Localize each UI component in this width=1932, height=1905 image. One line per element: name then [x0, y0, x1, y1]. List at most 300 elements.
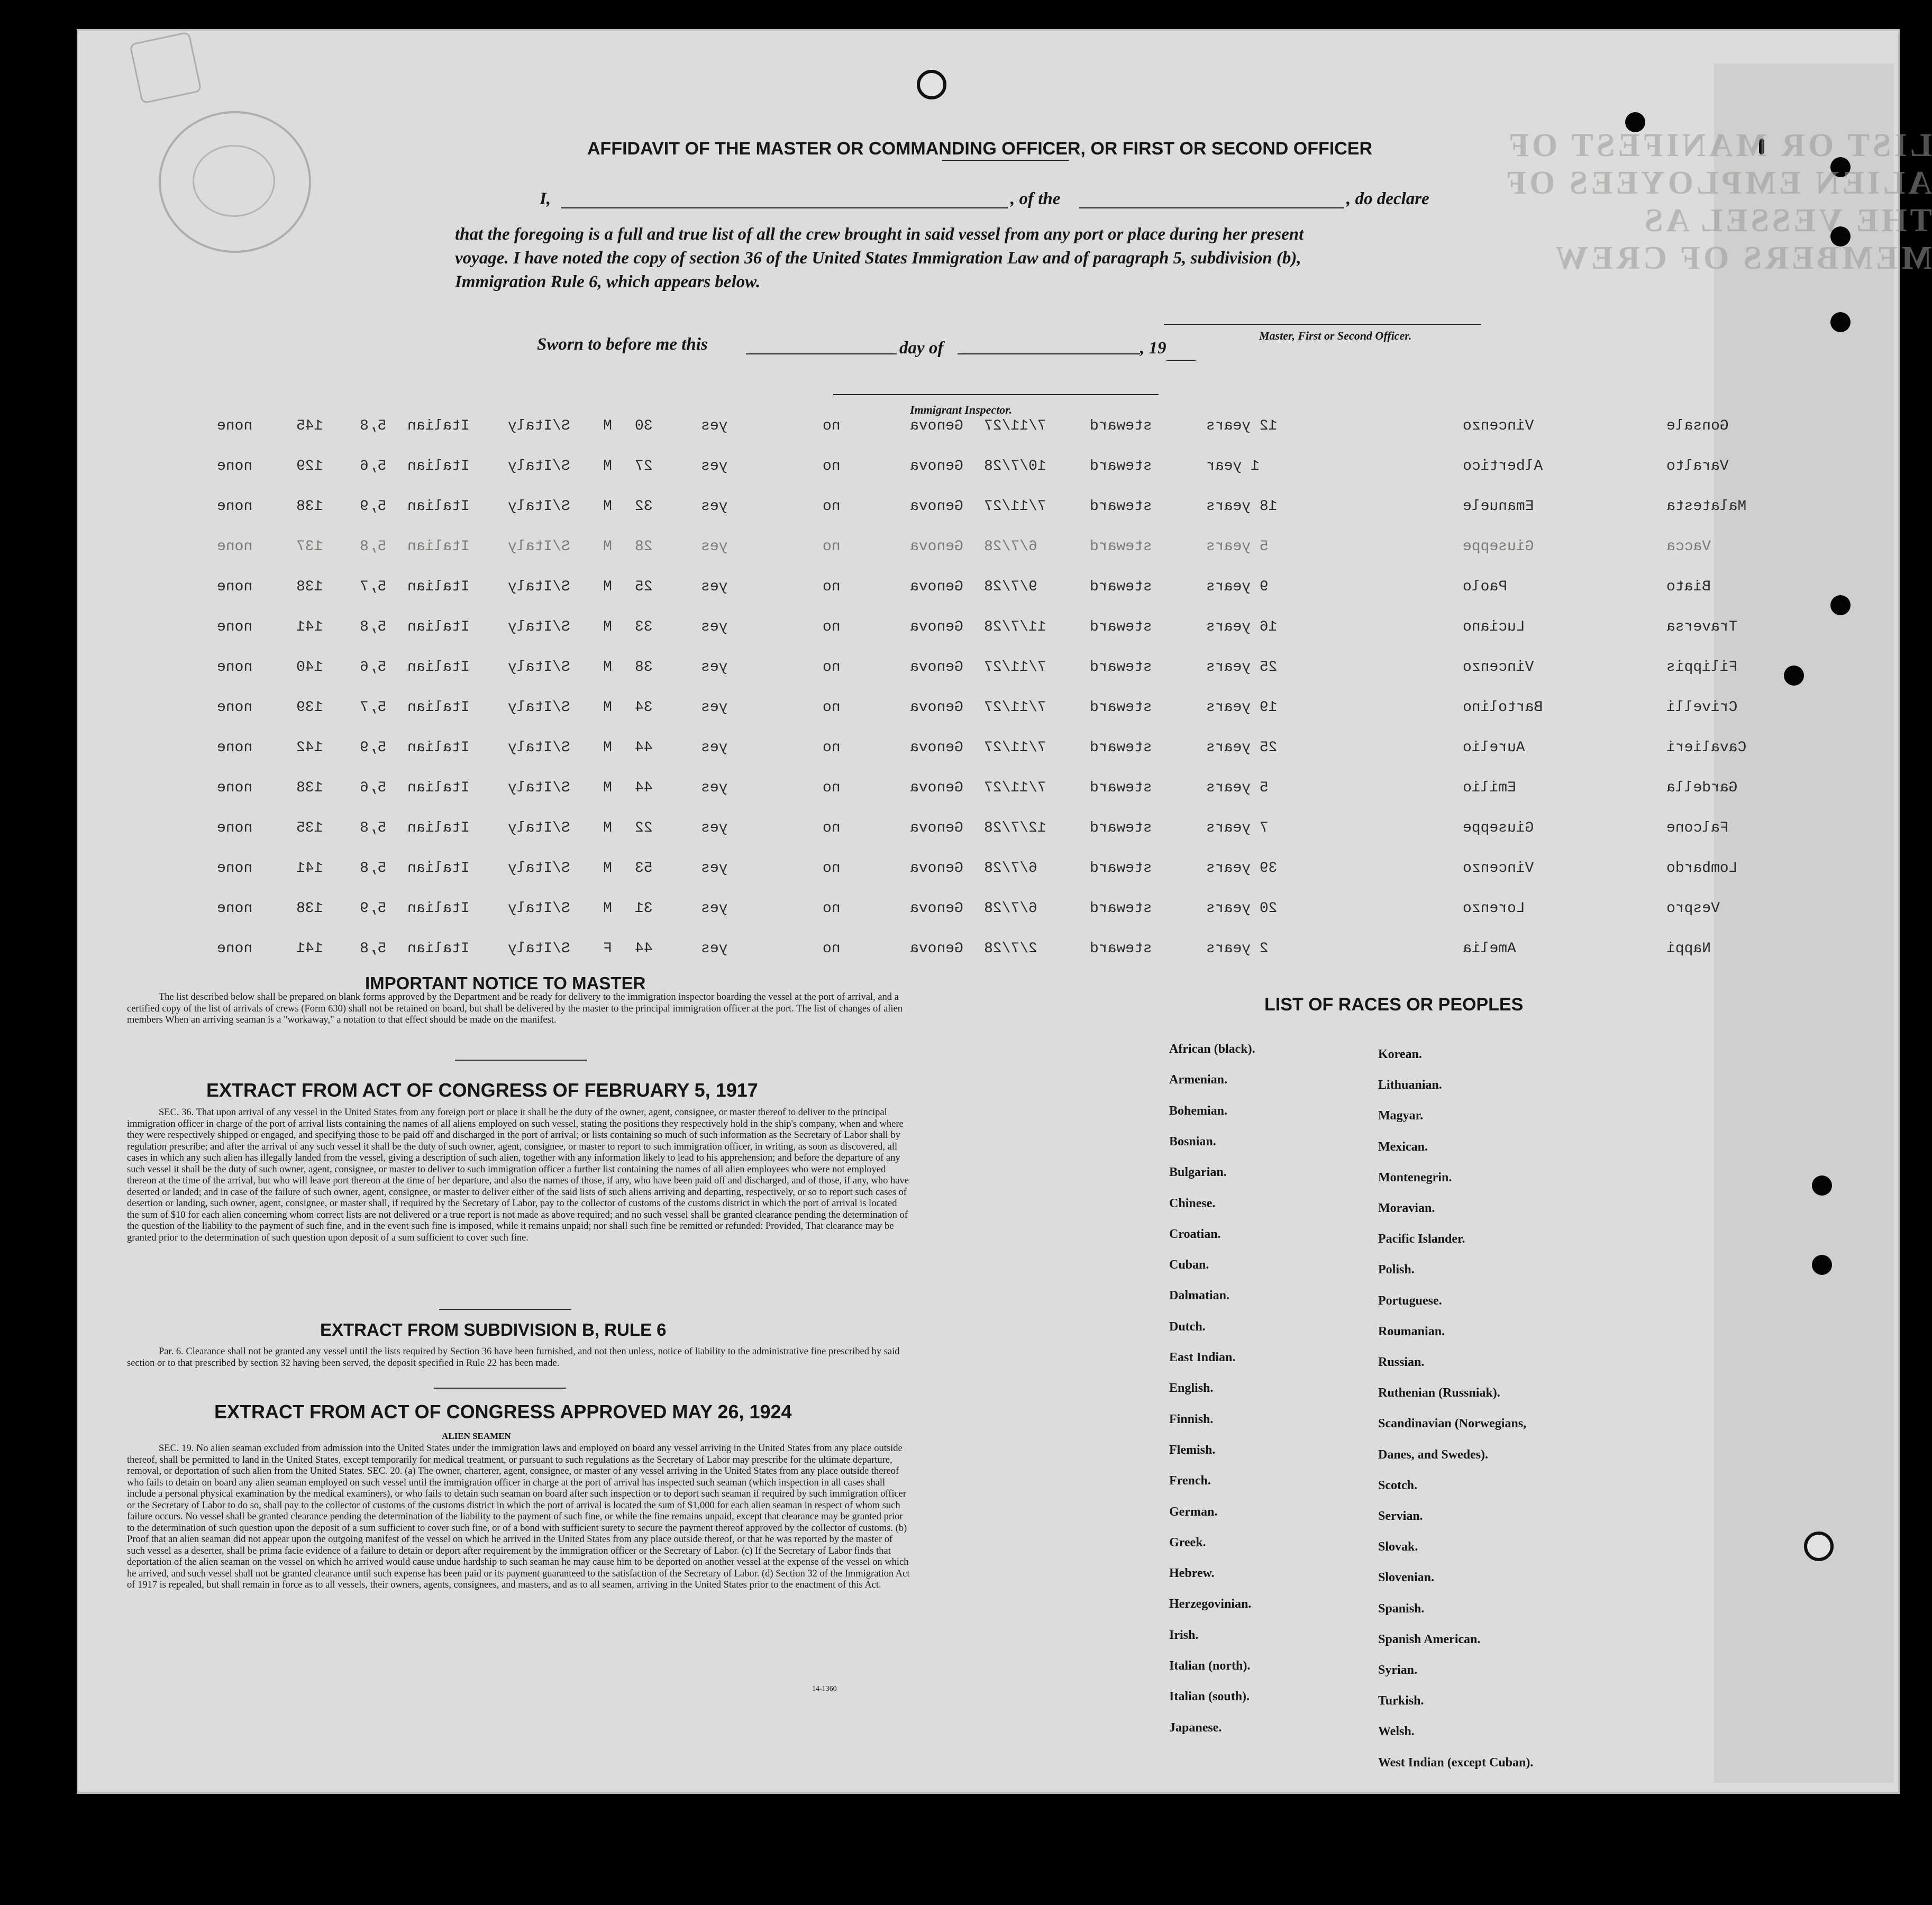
- crew-race: Italian: [407, 458, 470, 475]
- crew-race: Italian: [407, 539, 470, 555]
- month-blank: [958, 353, 1140, 354]
- race-item: Servian.: [1378, 1509, 1423, 1523]
- crew-nat: S/Italy: [508, 941, 570, 957]
- crew-age: 31: [635, 900, 653, 917]
- crew-race: Italian: [407, 659, 470, 676]
- crew-given: Albertico: [1463, 458, 1543, 475]
- crew-surname: Filippis: [1666, 659, 1738, 676]
- race-item: Turkish.: [1378, 1694, 1424, 1708]
- crew-flag: no: [823, 699, 841, 716]
- crew-height: 5,8: [360, 941, 387, 957]
- crew-service: 39 years: [1206, 860, 1278, 877]
- crew-given: Bartolino: [1463, 699, 1543, 716]
- race-item: Korean.: [1378, 1047, 1422, 1061]
- crew-sex: M: [603, 820, 612, 836]
- crew-given: Emanuele: [1463, 498, 1534, 515]
- punch-hole: [1812, 1255, 1832, 1275]
- crew-port: Genova: [910, 780, 963, 796]
- crew-flag: no: [823, 619, 841, 635]
- crew-flag: no: [823, 820, 841, 836]
- crew-sex: M: [603, 498, 612, 515]
- race-item: Japanese.: [1169, 1720, 1222, 1735]
- race-item: Polish.: [1378, 1263, 1415, 1277]
- act-1924-heading: EXTRACT FROM ACT OF CONGRESS APPROVED MAY 26, 1924: [214, 1401, 792, 1423]
- crew-flag: no: [823, 860, 841, 877]
- crew-service: 5 years: [1206, 539, 1269, 555]
- punch-hole: [1784, 666, 1804, 686]
- crew-service: 18 years: [1206, 498, 1278, 515]
- crew-position: steward: [1090, 579, 1152, 595]
- crew-literate: yes: [701, 699, 728, 716]
- crew-race: Italian: [407, 579, 470, 595]
- race-item: Welsh.: [1378, 1725, 1415, 1739]
- crew-date: 6/7/28: [984, 539, 1037, 555]
- crew-age: 44: [635, 780, 653, 796]
- crew-position: steward: [1090, 659, 1152, 676]
- crew-sex: M: [603, 900, 612, 917]
- crew-height: 5,8: [360, 418, 387, 434]
- race-item: Scandinavian (Norwegians,: [1378, 1417, 1527, 1431]
- notice-heading: IMPORTANT NOTICE TO MASTER: [365, 973, 646, 993]
- crew-height: 5,6: [360, 458, 387, 475]
- crew-position: steward: [1090, 860, 1152, 877]
- race-item: Irish.: [1169, 1628, 1199, 1642]
- crew-row: [0, 458, 1729, 490]
- crew-age: 44: [635, 941, 653, 957]
- crew-age: 38: [635, 659, 653, 676]
- form-number: 14-1360: [812, 1685, 837, 1693]
- page-stamp: [129, 31, 202, 104]
- crew-nat: S/Italy: [508, 619, 570, 635]
- crew-race: Italian: [407, 780, 470, 796]
- vessel-blank: [1079, 207, 1344, 208]
- crew-nat: S/Italy: [508, 458, 570, 475]
- crew-service: 25 years: [1206, 659, 1278, 676]
- crew-marks: none: [217, 820, 253, 836]
- year-text: , 19: [1140, 339, 1167, 358]
- crew-position: steward: [1090, 539, 1152, 555]
- race-item: Dutch.: [1169, 1319, 1206, 1334]
- crew-service: 5 years: [1206, 780, 1269, 796]
- race-item: Mexican.: [1378, 1140, 1428, 1154]
- binder-ring: [917, 70, 946, 99]
- crew-position: steward: [1090, 458, 1152, 475]
- master-label: Master, First or Second Officer.: [1259, 329, 1412, 342]
- title-rule: [942, 160, 1069, 161]
- day-blank: [746, 353, 897, 354]
- day-of-text: day of: [899, 339, 944, 358]
- crew-race: Italian: [407, 699, 470, 716]
- race-item: Roumanian.: [1378, 1324, 1445, 1338]
- race-item: Spanish American.: [1378, 1632, 1481, 1646]
- crew-flag: no: [823, 458, 841, 475]
- crew-height: 5,9: [360, 498, 387, 515]
- race-item: Moravian.: [1378, 1201, 1435, 1215]
- bleed-through-header: LIST OR MANIFEST OF ALIEN EMPLOYEES OF THE VESSEL AS MEMBERS OF CREW: [1504, 127, 1932, 276]
- crew-age: 30: [635, 418, 653, 434]
- crew-marks: none: [217, 659, 253, 676]
- crew-race: Italian: [407, 860, 470, 877]
- crew-height: 5,8: [360, 619, 387, 635]
- crew-weight: 140: [296, 659, 323, 676]
- race-item: German.: [1169, 1505, 1218, 1519]
- crew-weight: 139: [296, 699, 323, 716]
- crew-height: 5,6: [360, 659, 387, 676]
- crew-nat: S/Italy: [508, 820, 570, 836]
- crew-surname: Vacca: [1666, 539, 1711, 555]
- race-item: West Indian (except Cuban).: [1378, 1755, 1534, 1770]
- crew-literate: yes: [701, 780, 728, 796]
- crew-nat: S/Italy: [508, 579, 570, 595]
- crew-port: Genova: [910, 860, 963, 877]
- signature-blank: [1164, 324, 1481, 325]
- crew-position: steward: [1090, 820, 1152, 836]
- section-rule: [455, 1060, 587, 1061]
- crew-surname: Nappi: [1666, 941, 1711, 957]
- crew-age: 33: [635, 619, 653, 635]
- crew-port: Genova: [910, 820, 963, 836]
- race-item: French.: [1169, 1474, 1211, 1488]
- crew-sex: M: [603, 659, 612, 676]
- crew-marks: none: [217, 619, 253, 635]
- crew-sex: M: [603, 860, 612, 877]
- crew-marks: none: [217, 418, 253, 434]
- crew-given: Aurelio: [1463, 740, 1525, 756]
- crew-weight: 141: [296, 941, 323, 957]
- crew-row: [0, 941, 1711, 972]
- crew-age: 34: [635, 699, 653, 716]
- crew-date: 9/7/28: [984, 579, 1037, 595]
- page-edge: [1714, 63, 1894, 1783]
- crew-marks: none: [217, 579, 253, 595]
- crew-weight: 135: [296, 820, 323, 836]
- binder-ring: [1804, 1532, 1834, 1561]
- race-item: Slovenian.: [1378, 1571, 1435, 1585]
- act-1917-heading: EXTRACT FROM ACT OF CONGRESS OF FEBRUARY 5, 1917: [206, 1079, 758, 1101]
- crew-literate: yes: [701, 458, 728, 475]
- punch-hole: [1830, 312, 1851, 332]
- race-item: Montenegrin.: [1378, 1170, 1452, 1184]
- crew-service: 1 year: [1206, 458, 1260, 475]
- crew-flag: no: [823, 780, 841, 796]
- crew-given: Emilio: [1463, 780, 1516, 796]
- crew-position: steward: [1090, 941, 1152, 957]
- crew-race: Italian: [407, 941, 470, 957]
- race-item: Danes, and Swedes).: [1378, 1447, 1489, 1462]
- crew-weight: 141: [296, 619, 323, 635]
- crew-height: 5,7: [360, 579, 387, 595]
- crew-service: 12 years: [1206, 418, 1278, 434]
- crew-weight: 138: [296, 900, 323, 917]
- crew-flag: no: [823, 498, 841, 515]
- name-blank: [561, 207, 1008, 208]
- crew-flag: no: [823, 941, 841, 957]
- crew-port: Genova: [910, 619, 963, 635]
- crew-given: Paolo: [1463, 579, 1508, 595]
- crew-date: 7/11/27: [984, 498, 1046, 515]
- race-item: Spanish.: [1378, 1601, 1425, 1616]
- crew-marks: none: [217, 780, 253, 796]
- crew-height: 5,8: [360, 539, 387, 555]
- crew-position: steward: [1090, 740, 1152, 756]
- crew-marks: none: [217, 699, 253, 716]
- affidavit-i: I,: [540, 189, 551, 208]
- crew-row: [0, 659, 1738, 691]
- race-item: Bulgarian.: [1169, 1165, 1227, 1180]
- crew-service: 16 years: [1206, 619, 1278, 635]
- race-item: English.: [1169, 1381, 1214, 1396]
- crew-row: [0, 820, 1729, 852]
- affidavit-title: AFFIDAVIT OF THE MASTER OR COMMANDING OFFICER, OR FIRST OR SECOND OFFICER: [587, 139, 1372, 159]
- crew-surname: Biato: [1666, 579, 1711, 595]
- crew-marks: none: [217, 458, 253, 475]
- crew-weight: 141: [296, 860, 323, 877]
- crew-age: 53: [635, 860, 653, 877]
- crew-surname: Malatesta: [1666, 498, 1747, 515]
- crew-service: 2 years: [1206, 941, 1269, 957]
- crew-sex: M: [603, 418, 612, 434]
- race-item: Bohemian.: [1169, 1104, 1228, 1118]
- race-item: Finnish.: [1169, 1412, 1214, 1426]
- alien-seamen-subhead: ALIEN SEAMEN: [442, 1431, 511, 1441]
- crew-weight: 145: [296, 418, 323, 434]
- crew-surname: Cavalieri: [1666, 740, 1747, 756]
- crew-port: Genova: [910, 659, 963, 676]
- crew-weight: 138: [296, 579, 323, 595]
- crew-nat: S/Italy: [508, 860, 570, 877]
- race-item: Portuguese.: [1378, 1293, 1442, 1308]
- crew-flag: no: [823, 900, 841, 917]
- crew-age: 27: [635, 458, 653, 475]
- section-rule: [439, 1309, 571, 1310]
- crew-literate: yes: [701, 659, 728, 676]
- crew-given: Amelia: [1463, 941, 1516, 957]
- crew-position: steward: [1090, 780, 1152, 796]
- crew-date: 11/7/28: [984, 619, 1046, 635]
- crew-port: Genova: [910, 900, 963, 917]
- race-item: Italian (north).: [1169, 1659, 1251, 1673]
- rule-6-body: Par. 6. Clearance shall not be granted any vessel until the lists required by Section 36 have been furnished, and not then unless, notice of liability to the administrative fine prescribed by said section or to that prescribed by section 32 having been served, the deposit specified in Rule 22 has been made.: [127, 1346, 900, 1369]
- crew-literate: yes: [701, 900, 728, 917]
- crew-date: 7/11/27: [984, 418, 1046, 434]
- crew-surname: Vespro: [1666, 900, 1720, 917]
- punch-hole: [1812, 1175, 1832, 1196]
- crew-position: steward: [1090, 619, 1152, 635]
- affidavit-line3: voyage. I have noted the copy of section 36 of the United States Immigration Law and of paragraph 5, subdivision (b),: [455, 249, 1301, 268]
- crew-service: 20 years: [1206, 900, 1278, 917]
- crew-literate: yes: [701, 539, 728, 555]
- crew-sex: F: [603, 941, 612, 957]
- crew-literate: yes: [701, 498, 728, 515]
- race-item: Russian.: [1378, 1355, 1425, 1369]
- crew-literate: yes: [701, 860, 728, 877]
- crew-nat: S/Italy: [508, 900, 570, 917]
- crew-given: Giuseppe: [1463, 539, 1534, 555]
- crew-flag: no: [823, 539, 841, 555]
- crew-row: [0, 860, 1738, 892]
- crew-race: Italian: [407, 740, 470, 756]
- crew-port: Genova: [910, 740, 963, 756]
- crew-port: Genova: [910, 699, 963, 716]
- inspector-blank: [833, 394, 1159, 395]
- crew-literate: yes: [701, 619, 728, 635]
- crew-date: 6/7/28: [984, 900, 1037, 917]
- crew-position: steward: [1090, 418, 1152, 434]
- race-item: Cuban.: [1169, 1258, 1209, 1272]
- crew-nat: S/Italy: [508, 539, 570, 555]
- affidavit-of: , of the: [1010, 189, 1061, 208]
- act-1917-body: SEC. 36. That upon arrival of any vessel in the United States from any foreign port or place it shall be the duty of the owner, agent, consignee, or master thereof to deliver to the principal immigration officer in charge of the port of arrival lists containing the names of all aliens employed on such vessel, stating the positions they respectively hold in the ship's company, when and where they were respectively shipped or engaged, and specifying those to be paid off and discharged in the port of arrival; or lists containing so much of such information as the Secretary of Labor shall by regulation prescribe; and after the arrival of any such vessel it shall be the duty of such owner, agent, consignee, or master to report to such immigration officer, in writing, as soon as discovered, all cases in which any such alien has illegally landed from the vessel, giving a description of such alien, together with any information likely to lead to his apprehension; and before the departure of any such vessel it shall be the duty of such owner, agent, consignee, or master to deliver to such immigration officer a further list containing the names of all alien employees who were not employed thereon at the time of the arrival, but who will leave port thereon at the time of her departure, and also the names of those, if any, who have been paid off and discharged, and of those, if any, who have deserted or landed; and in case of the failure of such owner, agent, consignee, or master to deliver either of the said lists of such aliens arriving and departing, respectively, or so to report such cases of desertion or landing, such owner, agent, consignee, or master shall, if required by the Secretary of Labor, pay to the collector of customs of the customs district in which the port of arrival is located the sum of $10 for each alien concerning whom correct lists are not delivered or a true report is not made as above required; and no such vessel shall be granted clearance pending the determination of the question of the liability to the payment of such fine, and in the event such fine is imposed, while it remains unpaid; nor shall such fine be remitted or refunded: Provided, That clearance may be granted prior to the determination of such question upon deposit of a sum sufficient to cover such fine.: [127, 1107, 909, 1243]
- races-heading: LIST OF RACES OR PEOPLES: [1264, 995, 1524, 1015]
- crew-service: 9 years: [1206, 579, 1269, 595]
- crew-literate: yes: [701, 579, 728, 595]
- crew-height: 5,6: [360, 780, 387, 796]
- crew-port: Genova: [910, 539, 963, 555]
- punch-hole: [1830, 595, 1851, 615]
- crew-position: steward: [1090, 900, 1152, 917]
- crew-port: Genova: [910, 498, 963, 515]
- crew-port: Genova: [910, 418, 963, 434]
- crew-weight: 138: [296, 498, 323, 515]
- crew-age: 44: [635, 740, 653, 756]
- race-item: Scotch.: [1378, 1478, 1417, 1492]
- affidavit-line2: that the foregoing is a full and true list of all the crew brought in said vessel from any port or place during her present: [455, 225, 1304, 244]
- race-item: Slovak.: [1378, 1540, 1418, 1554]
- crew-surname: Falcone: [1666, 820, 1729, 836]
- race-item: Chinese.: [1169, 1196, 1216, 1210]
- year-blank: [1167, 360, 1196, 361]
- crew-age: 25: [635, 579, 653, 595]
- crew-nat: S/Italy: [508, 659, 570, 676]
- section-rule: [434, 1388, 566, 1389]
- crew-marks: none: [217, 941, 253, 957]
- crew-literate: yes: [701, 820, 728, 836]
- crew-nat: S/Italy: [508, 418, 570, 434]
- crew-date: 2/7/28: [984, 941, 1037, 957]
- crew-literate: yes: [701, 941, 728, 957]
- crew-marks: none: [217, 900, 253, 917]
- crew-row: [0, 780, 1738, 812]
- crew-surname: Lombardo: [1666, 860, 1738, 877]
- crew-nat: S/Italy: [508, 740, 570, 756]
- crew-flag: no: [823, 740, 841, 756]
- crew-row: [0, 418, 1729, 450]
- crew-given: Lorenzo: [1463, 900, 1525, 917]
- crew-sex: M: [603, 539, 612, 555]
- crew-weight: 137: [296, 539, 323, 555]
- crew-height: 5,9: [360, 740, 387, 756]
- crew-nat: S/Italy: [508, 699, 570, 716]
- race-item: Armenian.: [1169, 1073, 1227, 1087]
- crew-sex: M: [603, 740, 612, 756]
- race-item: Ruthenian (Russniak).: [1378, 1386, 1500, 1400]
- crew-surname: Crivelli: [1666, 699, 1738, 716]
- crew-given: Vincenzo: [1463, 860, 1534, 877]
- crew-date: 12/7/28: [984, 820, 1046, 836]
- sworn-text: Sworn to before me this: [537, 335, 708, 354]
- crew-service: 25 years: [1206, 740, 1278, 756]
- crew-height: 5,7: [360, 699, 387, 716]
- race-item: Greek.: [1169, 1535, 1206, 1549]
- crew-nat: S/Italy: [508, 780, 570, 796]
- crew-flag: no: [823, 418, 841, 434]
- crew-service: 19 years: [1206, 699, 1278, 716]
- crew-marks: none: [217, 498, 253, 515]
- crew-literate: yes: [701, 740, 728, 756]
- crew-nat: S/Italy: [508, 498, 570, 515]
- race-item: Herzegovinian.: [1169, 1597, 1252, 1611]
- race-item: African (black).: [1169, 1042, 1255, 1056]
- crew-date: 7/11/27: [984, 780, 1046, 796]
- crew-height: 5,8: [360, 860, 387, 877]
- crew-race: Italian: [407, 619, 470, 635]
- crew-given: Vincenzo: [1463, 418, 1534, 434]
- act-1924-body: SEC. 19. No alien seaman excluded from admission into the United States under the immigration laws and employed on board any vessel arriving in the United States from any place outside thereof, shall be permitted to land in the United States, except temporarily for medical treatment, or pursuant to such regulations as the Secretary of Labor may prescribe for the ultimate departure, removal, or deportation of such alien from the United States. SEC. 20. (a) The owner, charterer, agent, consignee, or master of any vessel arriving in the United States from any place outside thereof who fails to detain on board any alien seaman employed on such vessel until the immigration officer in charge at the port of arrival has inspected such seaman (which inspection in all cases shall include a personal physical examination by the medical examiners), or who fails to detain such seaman on board after such inspection or to deport such seaman if required by such immigration officer or the Secretary of Labor to do so, shall pay to the collector of customs of the customs district in which the port of arrival is located the sum of $1,000 for each alien seaman in respect of whom such failure occurs. No vessel shall be granted clearance pending the determination of the liability to the payment of such fine, or while the fine remains unpaid, except that clearance may be granted prior to the determination of such question upon the deposit of a sum sufficient to cover such fine, or of a bond with sufficient surety to secure the payment thereof approved by the collector of customs. (b) Proof that an alien seaman did not appear upon the outgoing manifest of the vessel on which he arrived in the United States from any place outside thereof, or that he was reported by the master of such vessel as a deserter, shall be prima facie evidence of a failure to detain or deport after requirement by the immigration officer or the Secretary of Labor. (c) If the Secretary of Labor finds that deportation of the alien seaman on the vessel on which he arrived would cause undue hardship to such seaman he may cause him to be deported on another vessel at the expense of the vessel on which he arrived, and such vessel shall not be granted clearance until such expense has been paid or its payment guaranteed to the satisfaction of the Secretary of Labor. (d) Section 32 of the Immigration Act of 1917 is repealed, but shall remain in force as to all vessels, their owners, agents, consignees, and masters, and as to all seamen, arriving in the United States prior to the enactment of this Act.: [127, 1443, 910, 1590]
- crew-race: Italian: [407, 498, 470, 515]
- crew-flag: no: [823, 659, 841, 676]
- race-item: Bosnian.: [1169, 1134, 1216, 1149]
- crew-row: [0, 740, 1747, 771]
- race-item: Italian (south).: [1169, 1690, 1250, 1704]
- crew-surname: Gardella: [1666, 780, 1738, 796]
- crew-date: 6/7/28: [984, 860, 1037, 877]
- race-item: Lithuanian.: [1378, 1078, 1442, 1092]
- notice-body: The list described below shall be prepared on blank forms approved by the Department and be ready for delivery to the immigration inspector boarding the vessel at the port of arrival, and a certified copy of the list of arrivals of crews (Form 630) shall not be retained on board, but shall be delivered by the master to the principal immigration officer at the port. The list of changes of alien members When an arriving seaman is a "workaway," a notation to that effect should be made on the manifest.: [127, 992, 903, 1025]
- crew-given: Vincenzo: [1463, 659, 1534, 676]
- crew-row: [0, 619, 1738, 651]
- race-item: East Indian.: [1169, 1351, 1236, 1364]
- affidavit-line4: Immigration Rule 6, which appears below.: [455, 272, 761, 291]
- crew-row: [0, 539, 1711, 570]
- crew-sex: M: [603, 699, 612, 716]
- rule-6-heading: EXTRACT FROM SUBDIVISION B, RULE 6: [320, 1320, 667, 1339]
- crew-date: 7/11/27: [984, 740, 1046, 756]
- crew-date: 7/11/27: [984, 659, 1046, 676]
- crew-port: Genova: [910, 941, 963, 957]
- race-item: Dalmatian.: [1169, 1289, 1229, 1303]
- race-item: Pacific Islander.: [1378, 1232, 1465, 1246]
- crew-port: Genova: [910, 579, 963, 595]
- crew-marks: none: [217, 860, 253, 877]
- crew-surname: Traversa: [1666, 619, 1738, 635]
- affidavit-declare: , do declare: [1346, 189, 1429, 208]
- inspector-label: Immigrant Inspector.: [910, 403, 1013, 416]
- crew-row: [0, 699, 1738, 731]
- crew-height: 5,8: [360, 820, 387, 836]
- crew-literate: yes: [701, 418, 728, 434]
- crew-given: Luciano: [1463, 619, 1525, 635]
- crew-height: 5,9: [360, 900, 387, 917]
- crew-surname: Gonsale: [1666, 418, 1729, 434]
- crew-port: Genova: [910, 458, 963, 475]
- crew-marks: none: [217, 740, 253, 756]
- crew-row: [0, 900, 1720, 932]
- crew-race: Italian: [407, 900, 470, 917]
- race-item: Magyar.: [1378, 1109, 1424, 1123]
- crew-sex: M: [603, 579, 612, 595]
- crew-race: Italian: [407, 418, 470, 434]
- crew-given: Giuseppe: [1463, 820, 1534, 836]
- crew-service: 7 years: [1206, 820, 1269, 836]
- crew-weight: 142: [296, 740, 323, 756]
- race-item: Croatian.: [1169, 1227, 1221, 1241]
- crew-surname: Varalto: [1666, 458, 1729, 475]
- crew-sex: M: [603, 780, 612, 796]
- race-item: Hebrew.: [1169, 1566, 1215, 1581]
- crew-race: Italian: [407, 820, 470, 836]
- race-item: Syrian.: [1378, 1663, 1418, 1677]
- crew-marks: none: [217, 539, 253, 555]
